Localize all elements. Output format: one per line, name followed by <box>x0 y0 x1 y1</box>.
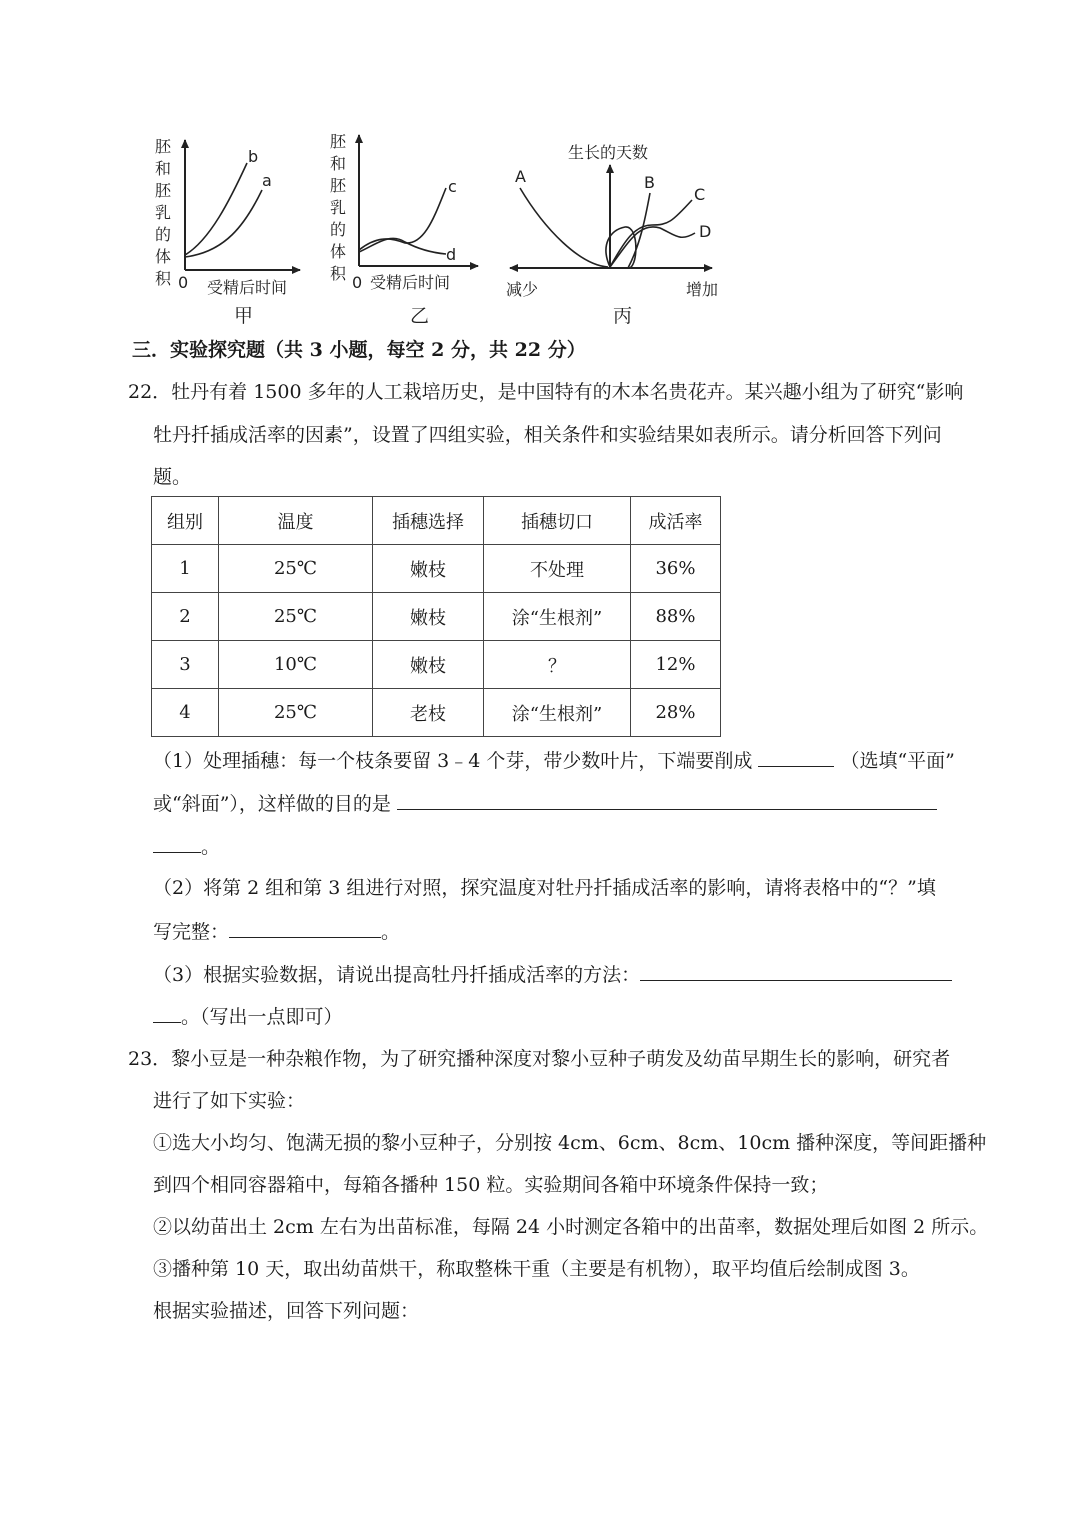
table-header-row <box>152 497 721 545</box>
figure-jia <box>155 137 300 327</box>
table-row <box>152 545 721 593</box>
figure-yi-curve-d <box>359 238 446 254</box>
figure-jia-ylabel-4: 的 <box>155 225 172 244</box>
table-cell: 4 <box>152 689 219 737</box>
figure-jia-ylabel-1: 和 <box>155 159 172 178</box>
table-cell: 3 <box>152 641 219 689</box>
answer-blank[interactable] <box>640 962 952 981</box>
figure-bing-label-d: D <box>699 222 712 241</box>
figure-bing-curve-a <box>520 188 608 267</box>
answer-blank[interactable] <box>758 748 834 767</box>
figure-jia-ylabel-0: 胚 <box>155 137 172 156</box>
table-cell: 嫩枝 <box>373 545 484 593</box>
figure-yi-ylabel-1: 和 <box>330 154 347 173</box>
figure-jia-ylabel-6: 积 <box>155 269 172 288</box>
figure-yi-label-d: d <box>446 245 457 264</box>
figure-jia-ylabel-3: 乳 <box>155 203 172 222</box>
table-cell: 25℃ <box>219 545 373 593</box>
q22-part1-line3 <box>153 834 220 859</box>
table-cell: 涂“生根剂” <box>484 689 631 737</box>
q23-step1-line2: 到四个相同容器箱中，每箱各播种 150 粒。实验期间各箱中环境条件保持一致； <box>153 1174 829 1196</box>
figure-bing-label-c: C <box>694 185 706 204</box>
q22-line1: 22．牡丹有着 1500 多年的人工栽培历史，是中国特有的木本名贵花卉。某兴趣小组为了研究“影响 <box>128 381 964 403</box>
table-cell: 嫩枝 <box>373 641 484 689</box>
table-cell: 28% <box>631 689 721 737</box>
q22-part1-end: 。 <box>201 836 221 858</box>
q23-step2: ②以幼苗出土 2cm 左右为出苗标准，每隔 24 小时测定各箱中的出苗率，数据处理后如图 2 所示。 <box>153 1216 989 1238</box>
q23-line1: 23．黎小豆是一种杂粮作物，为了研究播种深度对黎小豆种子萌发及幼苗早期生长的影响，研究者 <box>128 1048 951 1070</box>
q23-step3: ③播种第 10 天，取出幼苗烘干，称取整株干重（主要是有机物），取平均值后绘制成图 3。 <box>153 1258 920 1280</box>
figure-bing-label-a: A <box>515 167 526 186</box>
table-cell: 12% <box>631 641 721 689</box>
table-header: 插穗选择 <box>373 497 484 545</box>
q22-part3-end: 。（写出一点即可） <box>181 1006 343 1028</box>
table-cell: 25℃ <box>219 689 373 737</box>
table-header: 插穗切口 <box>484 497 631 545</box>
figure-yi-ylabel-5: 体 <box>330 242 347 261</box>
table-cell: ？ <box>484 641 631 689</box>
answer-blank[interactable] <box>153 834 201 853</box>
figure-jia-xlabel: 受精后时间 <box>207 278 288 297</box>
q22-part2-line2 <box>153 919 400 944</box>
answer-blank[interactable] <box>229 919 381 938</box>
figure-bing-right-label: 增加 <box>686 280 719 299</box>
table-cell: 不处理 <box>484 545 631 593</box>
figure-bing-label-b: B <box>644 173 655 192</box>
q22-part3-text: （3）根据实验数据，请说出提高牡丹扦插成活率的方法： <box>153 964 641 986</box>
q23-step1-line1: ①选大小均匀、饱满无损的黎小豆种子，分别按 4cm、6cm、8cm、10cm 播种深度，等间距播种 <box>153 1132 987 1154</box>
table-cell: 36% <box>631 545 721 593</box>
answer-blank[interactable] <box>153 1004 181 1023</box>
figure-bing-left-label: 减少 <box>506 280 539 299</box>
figure-jia-ylabel-2: 胚 <box>155 181 172 200</box>
figure-jia-curve-b <box>185 163 247 255</box>
table-cell: 88% <box>631 593 721 641</box>
q22-part1-options: （选填“平面” <box>840 750 955 772</box>
q22-part1-text: （1）处理插穗：每一个枝条要留 3﹣4 个芽，带少数叶片，下端要削成 <box>153 750 753 772</box>
figure-yi-ylabel-0: 胚 <box>330 132 347 151</box>
q22-line2: 牡丹扦插成活率的因素”，设置了四组实验，相关条件和实验结果如表所示。请分析回答下列问 <box>153 424 942 446</box>
q23-prompt: 根据实验描述，回答下列问题： <box>153 1300 420 1322</box>
table-header: 成活率 <box>631 497 721 545</box>
table-cell: 2 <box>152 593 219 641</box>
figure-bing-caption: 丙 <box>613 305 633 327</box>
figure-jia-ylabel-5: 体 <box>155 247 172 266</box>
figure-yi <box>330 132 478 327</box>
table-cell: 涂“生根剂” <box>484 593 631 641</box>
table-header: 温度 <box>219 497 373 545</box>
table-cell: 老枝 <box>373 689 484 737</box>
table-cell: 10℃ <box>219 641 373 689</box>
q22-part1-line2 <box>153 791 937 816</box>
q22-part3-line2 <box>153 1004 343 1029</box>
section-title <box>132 338 586 362</box>
figure-jia-origin: 0 <box>178 273 189 292</box>
section-title-part4: 分） <box>547 339 586 361</box>
figure-yi-ylabel-6: 积 <box>330 264 347 283</box>
section-title-points: 2 <box>431 339 445 361</box>
table-cell: 嫩枝 <box>373 593 484 641</box>
figure-yi-origin: 0 <box>352 273 363 292</box>
section-title-count: 3 <box>309 339 323 361</box>
figures-panel <box>0 0 1080 335</box>
section-title-total: 22 <box>514 339 542 361</box>
table-cell: 25℃ <box>219 593 373 641</box>
figure-yi-ylabel-2: 胚 <box>330 176 347 195</box>
figure-yi-caption: 乙 <box>410 305 430 327</box>
answer-blank[interactable] <box>397 791 937 810</box>
figure-yi-ylabel-3: 乳 <box>330 198 347 217</box>
figure-bing-curve-b <box>606 193 650 268</box>
figure-jia-label-a: a <box>262 171 272 190</box>
table-header: 组别 <box>152 497 219 545</box>
q22-part3-line1 <box>153 962 952 987</box>
figure-yi-label-c: c <box>448 177 457 196</box>
table-row <box>152 641 721 689</box>
table-cell: 1 <box>152 545 219 593</box>
figure-bing <box>506 143 718 327</box>
section-title-part2: 小题，每空 <box>329 339 425 361</box>
figure-jia-label-b: b <box>248 147 259 166</box>
q22-line3: 题。 <box>153 466 192 488</box>
q22-part1-purpose: 或“斜面”），这样做的目的是 <box>153 793 391 815</box>
q22-part2-end: 。 <box>381 921 401 943</box>
figure-yi-xlabel: 受精后时间 <box>370 273 451 292</box>
section-title-part3: 分，共 <box>451 339 509 361</box>
figure-bing-curve-c <box>610 200 692 267</box>
q23-line2: 进行了如下实验： <box>153 1090 306 1112</box>
table-row <box>152 689 721 737</box>
q22-part1-line1 <box>153 748 955 773</box>
figure-jia-caption: 甲 <box>234 305 254 327</box>
figure-bing-ylabel: 生长的天数 <box>568 143 649 162</box>
q22-part2-line1: （2）将第 2 组和第 3 组进行对照，探究温度对牡丹扦插成活率的影响，请将表格中的“？”填 <box>153 877 936 899</box>
figure-yi-ylabel-4: 的 <box>330 220 347 239</box>
table-row <box>152 593 721 641</box>
q22-part2-text: 写完整： <box>153 921 230 943</box>
section-title-part1: 三．实验探究题（共 <box>132 339 304 361</box>
experiment-table <box>151 496 721 737</box>
